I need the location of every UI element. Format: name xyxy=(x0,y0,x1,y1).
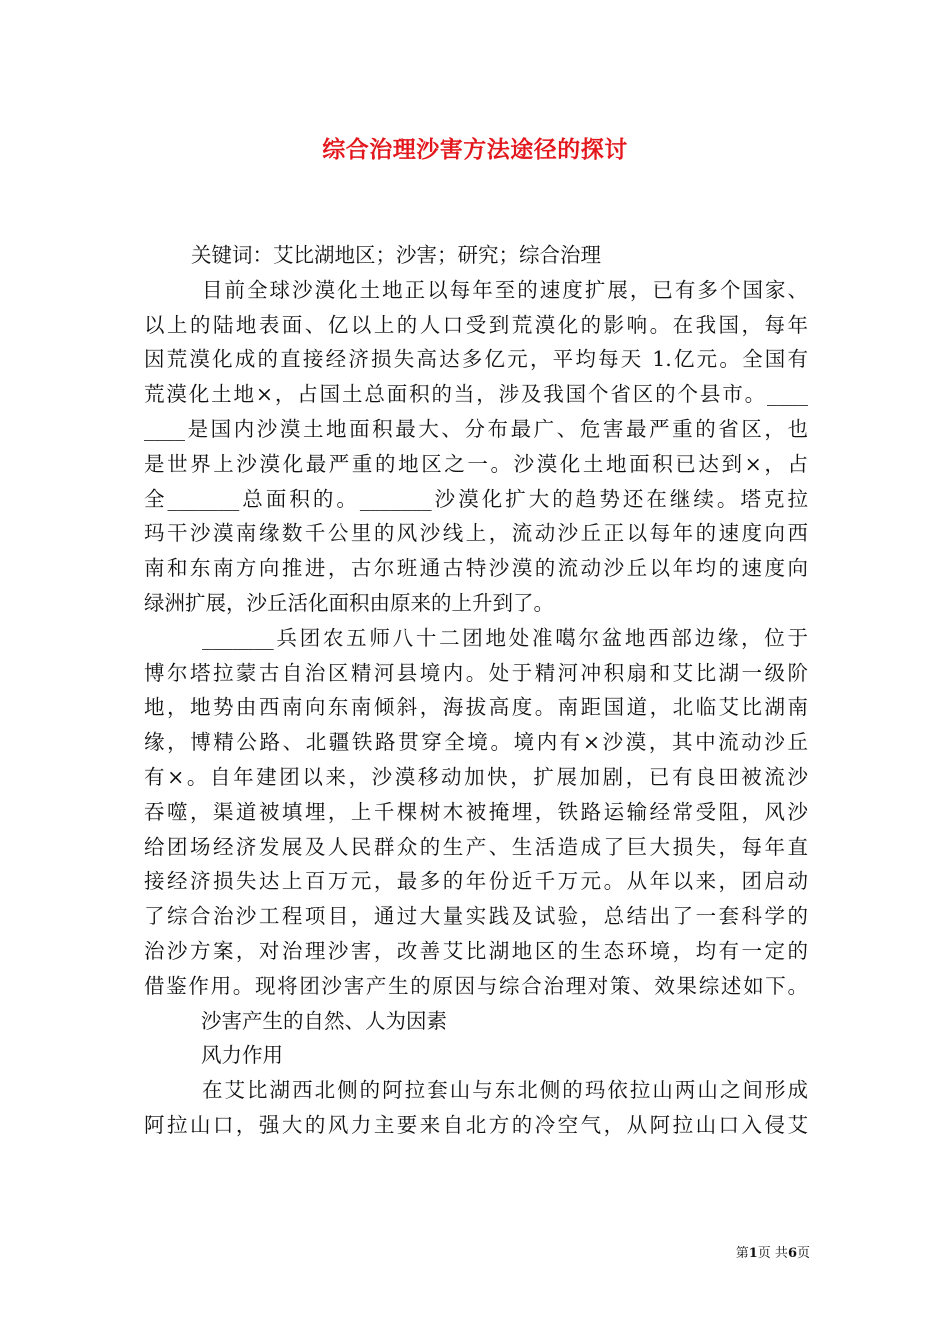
document-title: 综合治理沙害方法途径的探讨 xyxy=(322,136,628,163)
paragraph-line: 在艾比湖西北侧的阿拉套山与东北侧的玛依拉山两山之间形成 xyxy=(202,1078,808,1103)
paragraph-line: 南和东南方向推进，古尔班通古特沙漠的流动沙丘以年均的速度向 xyxy=(144,556,808,581)
paragraph-line: ____是国内沙漠土地面积最大、分布最广、危害最严重的省区，也 xyxy=(144,416,808,441)
paragraph-line: 全_______总面积的。_______沙漠化扩大的趋势还在继续。塔克拉 xyxy=(144,486,808,511)
page-total: 6 xyxy=(787,1246,797,1261)
page-number-suffix: 页 xyxy=(796,1246,810,1261)
page-number-middle: 页 共 xyxy=(757,1246,788,1261)
paragraph-line: 博尔塔拉蒙古自治区精河县境内。处于精河冲积扇和艾比湖一级阶 xyxy=(144,660,808,685)
paragraph-line: 绿洲扩展，沙丘活化面积由原来的上升到了。 xyxy=(144,590,554,615)
paragraph-line: 给团场经济发展及人民群众的生产、生活造成了巨大损失，每年直 xyxy=(144,834,808,859)
paragraph-line: 以上的陆地表面、亿以上的人口受到荒漠化的影响。在我国，每年 xyxy=(144,312,808,337)
paragraph-line: 缘，博精公路、北疆铁路贯穿全境。境内有×沙漠，其中流动沙丘 xyxy=(144,730,808,755)
paragraph-line: 阿拉山口，强大的风力主要来自北方的冷空气，从阿拉山口入侵艾 xyxy=(144,1112,808,1137)
paragraph-line: 治沙方案，对治理沙害，改善艾比湖地区的生态环境，均有一定的 xyxy=(144,938,808,963)
paragraph-line: _______兵团农五师八十二团地处准噶尔盆地西部边缘，位于 xyxy=(202,625,808,650)
section-heading: 沙害产生的自然、人为因素 xyxy=(201,1008,447,1033)
paragraph-line: 玛干沙漠南缘数千公里的风沙线上，流动沙丘正以每年的速度向西 xyxy=(144,521,808,546)
paragraph-line: 因荒漠化成的直接经济损失高达多亿元，平均每天 1.亿元。全国有 xyxy=(144,347,808,372)
paragraph-line: 地，地势由西南向东南倾斜，海拔高度。南距国道，北临艾比湖南 xyxy=(144,695,808,720)
paragraph-line: 接经济损失达上百万元，最多的年份近千万元。从年以来，团启动 xyxy=(144,869,808,894)
paragraph-line: 吞噬，渠道被填埋，上千棵树木被掩埋，铁路运输经常受阻，风沙 xyxy=(144,799,808,824)
paragraph-line: 荒漠化土地×，占国土总面积的当，涉及我国个省区的个县市。____ xyxy=(144,382,808,407)
document-body xyxy=(144,238,808,1143)
page-current: 1 xyxy=(748,1246,758,1261)
paragraph-line: 借鉴作用。现将团沙害产生的原因与综合治理对策、效果综述如下。 xyxy=(144,973,808,998)
page-footer xyxy=(690,1245,810,1263)
keywords-line: 关键词：艾比湖地区；沙害；研究；综合治理 xyxy=(191,243,601,267)
page-number-prefix: 第 xyxy=(735,1246,749,1261)
paragraph-line: 是世界上沙漠化最严重的地区之一。沙漠化土地面积已达到×，占 xyxy=(144,451,808,476)
paragraph-line: 了综合治沙工程项目，通过大量实践及试验，总结出了一套科学的 xyxy=(144,904,808,929)
subsection-heading: 风力作用 xyxy=(201,1043,283,1068)
paragraph-line: 有×。自年建团以来，沙漠移动加快，扩展加剧，已有良田被流沙 xyxy=(144,764,808,789)
paragraph-line: 目前全球沙漠化土地正以每年至的速度扩展，已有多个国家、 xyxy=(202,277,808,302)
